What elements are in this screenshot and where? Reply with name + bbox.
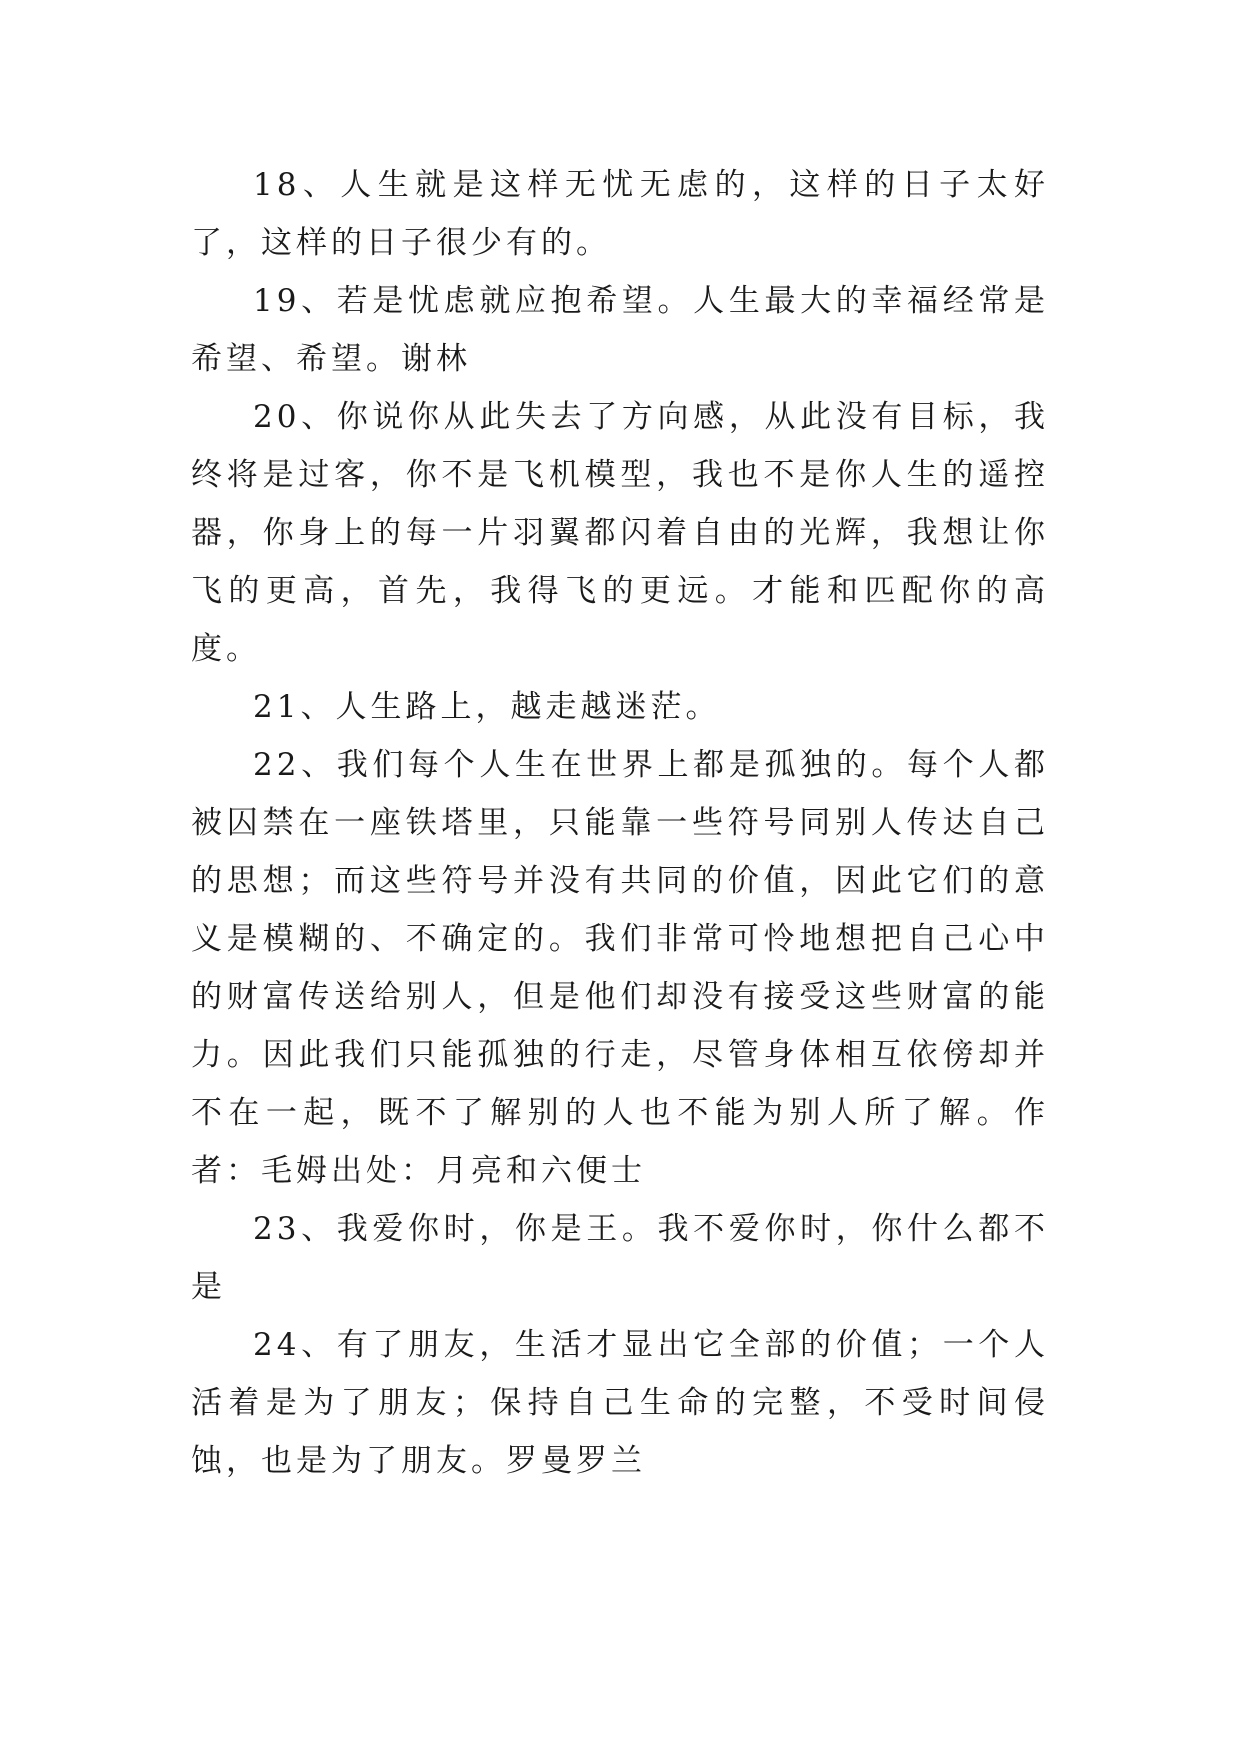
paragraph-21: 21、人生路上，越走越迷茫。	[253, 689, 721, 725]
paragraph-18: 18、人生就是这样无忧无虑的，这样的日子太好了，这样的日子很少有的。	[191, 167, 1049, 261]
paragraph-23: 23、我爱你时，你是王。我不爱你时，你什么都不是	[191, 1211, 1049, 1305]
paragraph-24: 24、有了朋友，生活才显出它全部的价值；一个人活着是为了朋友；保持自己生命的完整，不受时间侵蚀，也是为了朋友。罗曼罗兰	[191, 1327, 1049, 1479]
paragraph-20: 20、你说你从此失去了方向感，从此没有目标，我终将是过客，你不是飞机模型，我也不是你人生的遥控器，你身上的每一片羽翼都闪着自由的光辉，我想让你飞的更高，首先，我得飞的更远。才能和匹配你的高度。	[191, 399, 1049, 667]
document-body	[191, 156, 1049, 1490]
paragraph-19: 19、若是忧虑就应抱希望。人生最大的幸福经常是希望、希望。谢林	[191, 283, 1049, 377]
paragraph-22: 22、我们每个人生在世界上都是孤独的。每个人都被囚禁在一座铁塔里，只能靠一些符号同别人传达自己的思想；而这些符号并没有共同的价值，因此它们的意义是模糊的、不确定的。我们非常可怜地想把自己心中的财富传送给别人，但是他们却没有接受这些财富的能力。因此我们只能孤独的行走，尽管身体相互依傍却并不在一起，既不了解别的人也不能为别人所了解。作者：毛姆出处：月亮和六便士	[191, 747, 1049, 1189]
